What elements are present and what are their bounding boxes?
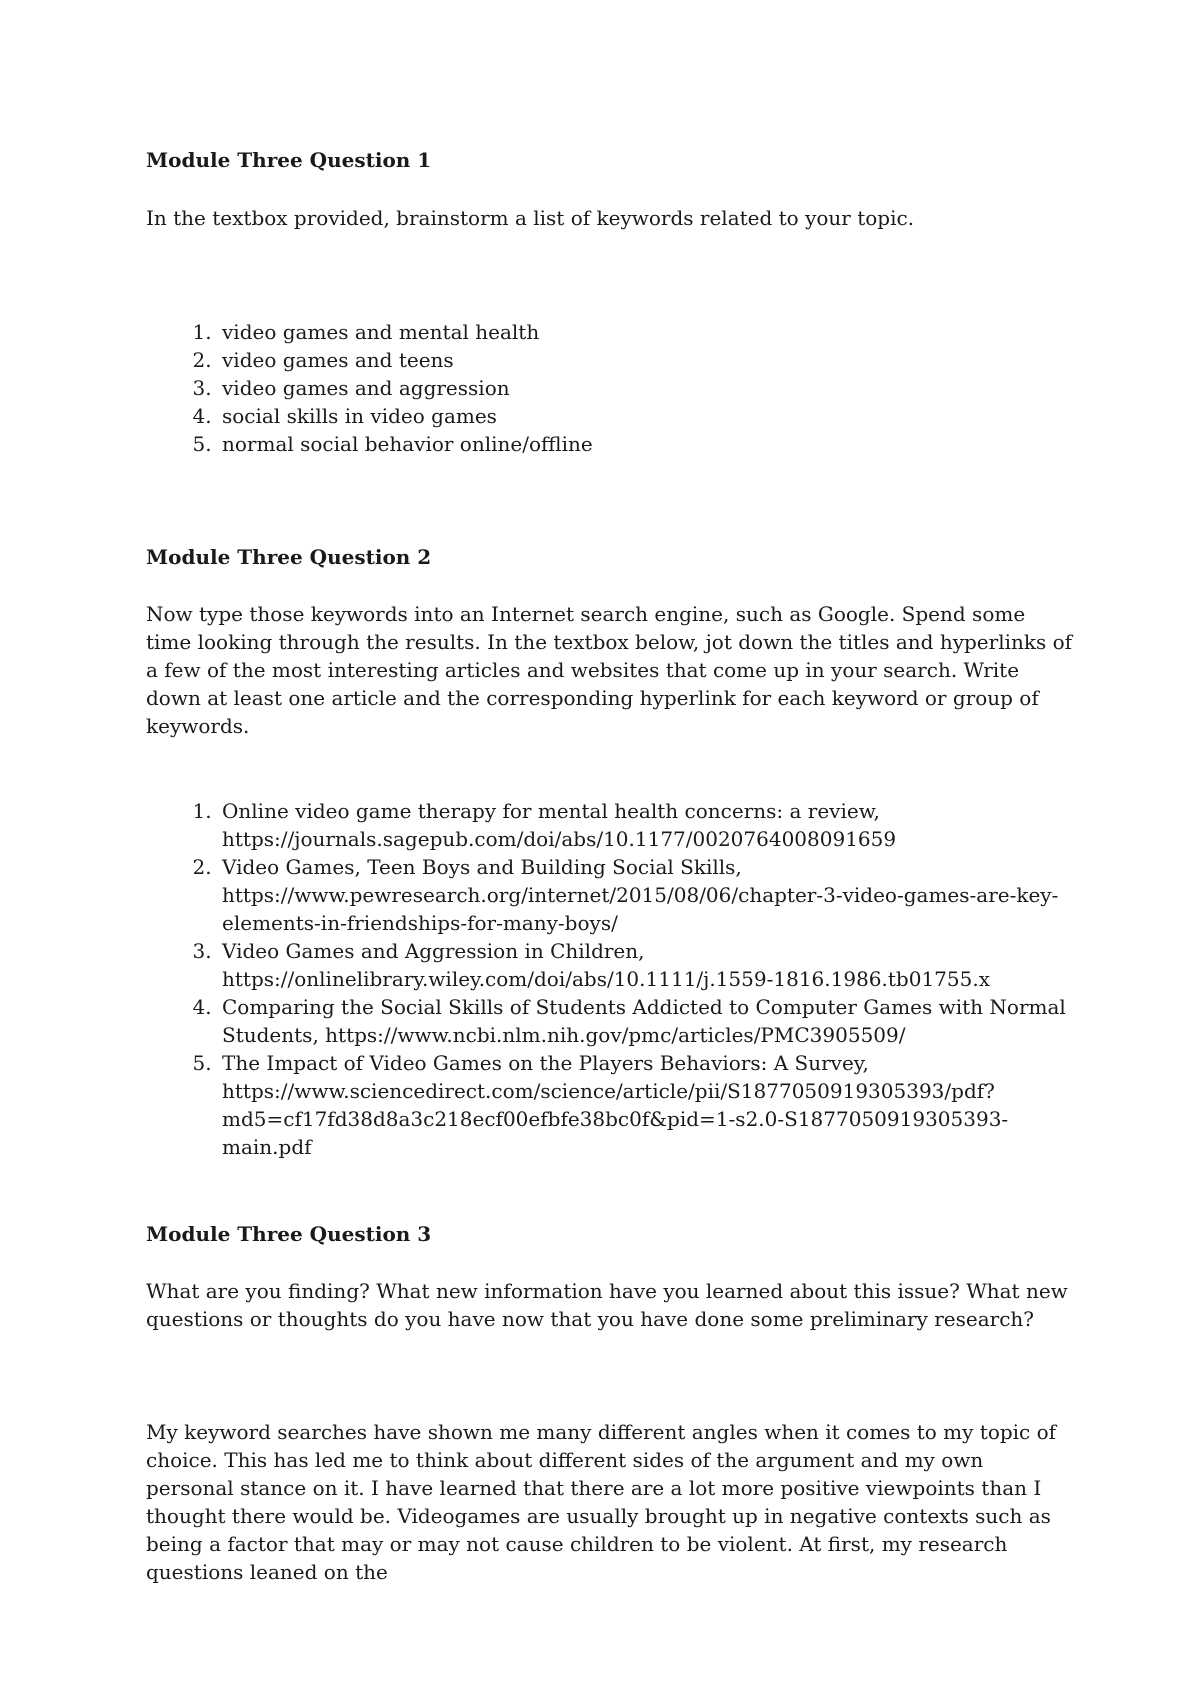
list-item: 2. Video Games, Teen Boys and Building Social Skills, https://www.pewresearch.org/internet/2015/08/06/chapter-3-video-games-are-key-elements-in-friendships-for-many-boys/	[218, 853, 1076, 937]
q1-prompt: In the textbox provided, brainstorm a list of keywords related to your topic.	[146, 206, 915, 230]
list-item: 4. Comparing the Social Skills of Students Addicted to Computer Games with Normal Students, https://www.ncbi.nlm.nih.gov/pmc/articles/PMC3905509/	[218, 993, 1076, 1049]
q1-heading: Module Three Question 1	[146, 148, 432, 172]
list-item: 5. The Impact of Video Games on the Players Behaviors: A Survey, https://www.sciencedirect.com/science/article/pii/S1877050919305393/pdf?md5=cf17fd38d8a3c218ecf00efbfe38bc0f&pid=1-s2.0-S1877050919305393-main.pdf	[218, 1049, 1076, 1161]
list-item: 1. video games and mental health	[218, 318, 1076, 346]
q3-answer: My keyword searches have shown me many different angles when it comes to my topic of choice. This has led me to think about different sides of the argument and my own personal stance on it. I have learned that there are a lot more positive viewpoints than I thought there would be. Videogames are usually brought up in negative contexts such as being a factor that may or may not cause children to be violent. At first, my research questions leaned on the	[146, 1420, 1057, 1584]
q3-heading: Module Three Question 3	[146, 1222, 432, 1246]
list-item: 3. Video Games and Aggression in Children, https://onlinelibrary.wiley.com/doi/abs/10.1111/j.1559-1816.1986.tb01755.x	[218, 937, 1076, 993]
list-item: 2. video games and teens	[218, 346, 1076, 374]
list-item: 1. Online video game therapy for mental health concerns: a review, https://journals.sagepub.com/doi/abs/10.1177/0020764008091659	[218, 797, 1076, 853]
q3-prompt: What are you finding? What new information have you learned about this issue? What new questions or thoughts do you have now that you have done some preliminary research?	[146, 1279, 1068, 1331]
list-item: 4. social skills in video games	[218, 402, 1076, 430]
q2-article-list	[146, 797, 1076, 1161]
q2-prompt: Now type those keywords into an Internet search engine, such as Google. Spend some time looking through the results. In the textbox below, jot down the titles and hyperlinks of a few of the most interesting articles and websites that come up in your search. Write down at least one article and the corresponding hyperlink for each keyword or group of keywords.	[146, 602, 1073, 738]
q1-keyword-list	[146, 318, 1076, 458]
list-item: 5. normal social behavior online/offline	[218, 430, 1076, 458]
q2-heading: Module Three Question 2	[146, 545, 432, 569]
list-item: 3. video games and aggression	[218, 374, 1076, 402]
